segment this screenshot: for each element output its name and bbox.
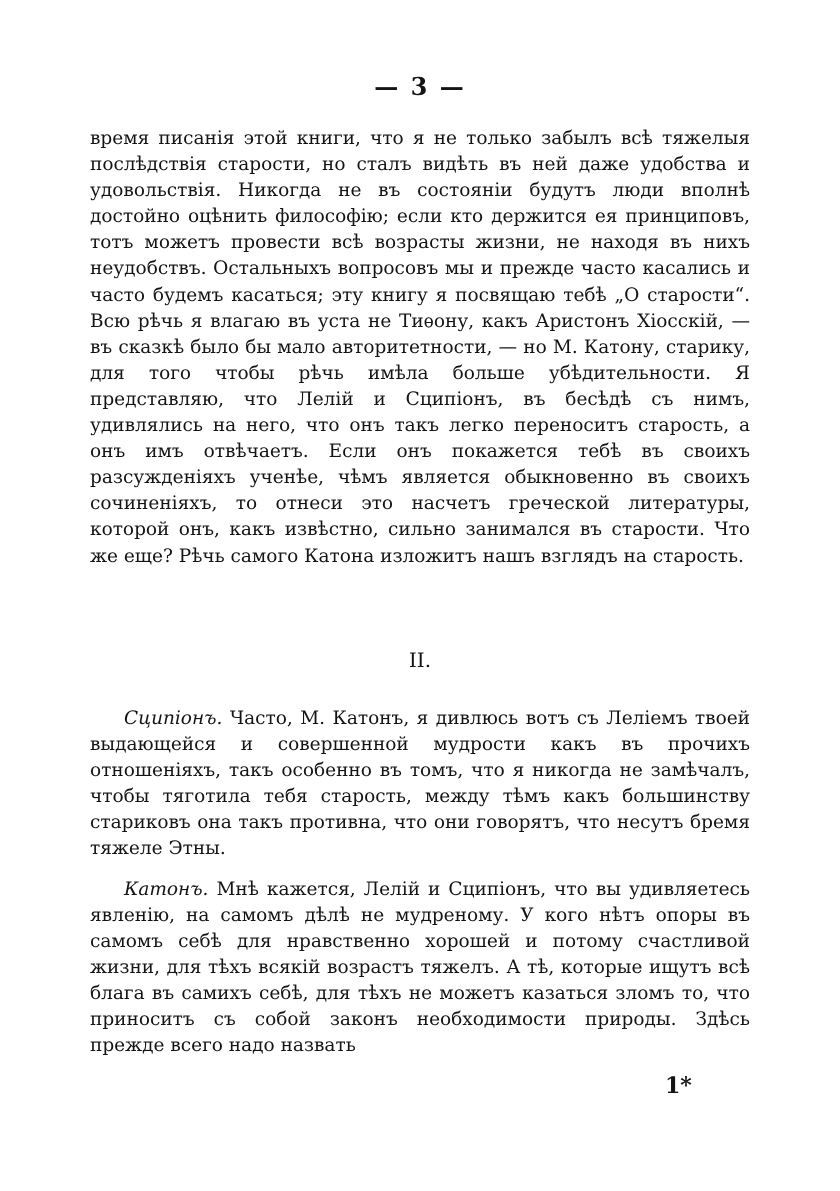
dialogue-paragraph-scipio bbox=[90, 706, 750, 863]
page-number: — 3 — bbox=[374, 72, 466, 101]
dialogue-text: Часто, М. Катонъ, я дивлюсь вотъ съ Леліемъ твоей выдающейся и совершенной мудрости какъ въ прочихъ отношеніяхъ, такъ особенно въ томъ, что я никогда не замѣчалъ, чтобы тяготила тебя старость, между тѣмъ какъ большинству стариковъ она такъ противна, что они говорятъ, что несутъ бремя тяжеле Этны. bbox=[90, 708, 750, 860]
intro-paragraph: время писанія этой книги, что я не только забылъ всѣ тяжелыя послѣдствія старости, но сталъ видѣть въ ней даже удобства и удовольствія. Никогда не въ состояніи будутъ люди вполнѣ достойно оцѣнить философію; если кто держится ея принциповъ, тотъ можетъ провести всѣ возрасты жизни, не находя въ нихъ неудобствъ. Остальныхъ вопросовъ мы и прежде часто касались и часто будемъ касаться; эту книгу я посвящаю тебѣ „О старости“. Всю рѣчь я влагаю въ уста не Тиѳону, какъ Аристонъ Хіосскій, — въ сказкѣ было бы мало авторитетности, — но М. Катону, старику, для того чтобы рѣчь имѣла больше убѣдительности. Я представляю, что Лелій и Сципіонъ, въ бесѣдѣ съ нимъ, удивлялись на него, что онъ такъ легко переноситъ старость, а онъ имъ отвѣчаетъ. Если онъ покажется тебѣ въ своихъ разсужденіяхъ ученѣе, чѣмъ является обыкновенно въ своихъ сочиненіяхъ, то отнеси это насчетъ греческой литературы, которой онъ, какъ извѣстно, сильно занимался въ старости. Что же еще? Рѣчь самого Катона изложитъ нашъ взглядъ на старость. bbox=[90, 128, 750, 567]
intro-text-block bbox=[90, 126, 750, 570]
signature-mark: 1* bbox=[665, 1073, 692, 1099]
dialogue-text-block bbox=[90, 706, 750, 1059]
dialogue-paragraph-cato bbox=[90, 877, 750, 1060]
speaker-name: Сципіонъ. bbox=[124, 708, 223, 729]
section-heading: II. bbox=[408, 648, 432, 672]
speaker-name: Катонъ. bbox=[124, 878, 209, 900]
dialogue-text: Мнѣ кажется, Лелій и Сципіонъ, что вы удивляетесь явленію, на самомъ дѣлѣ не мудреному. У кого нѣтъ опоры въ самомъ себѣ для нравственно хорошей и потому счастливой жизни, для тѣхъ всякій возрастъ тяжелъ. А тѣ, которые ищутъ всѣ блага въ самихъ себѣ, для тѣхъ не можетъ казаться зломъ то, что приноситъ съ собой законъ необходимости природы. Здѣсь прежде всего надо назвать bbox=[90, 878, 750, 1057]
